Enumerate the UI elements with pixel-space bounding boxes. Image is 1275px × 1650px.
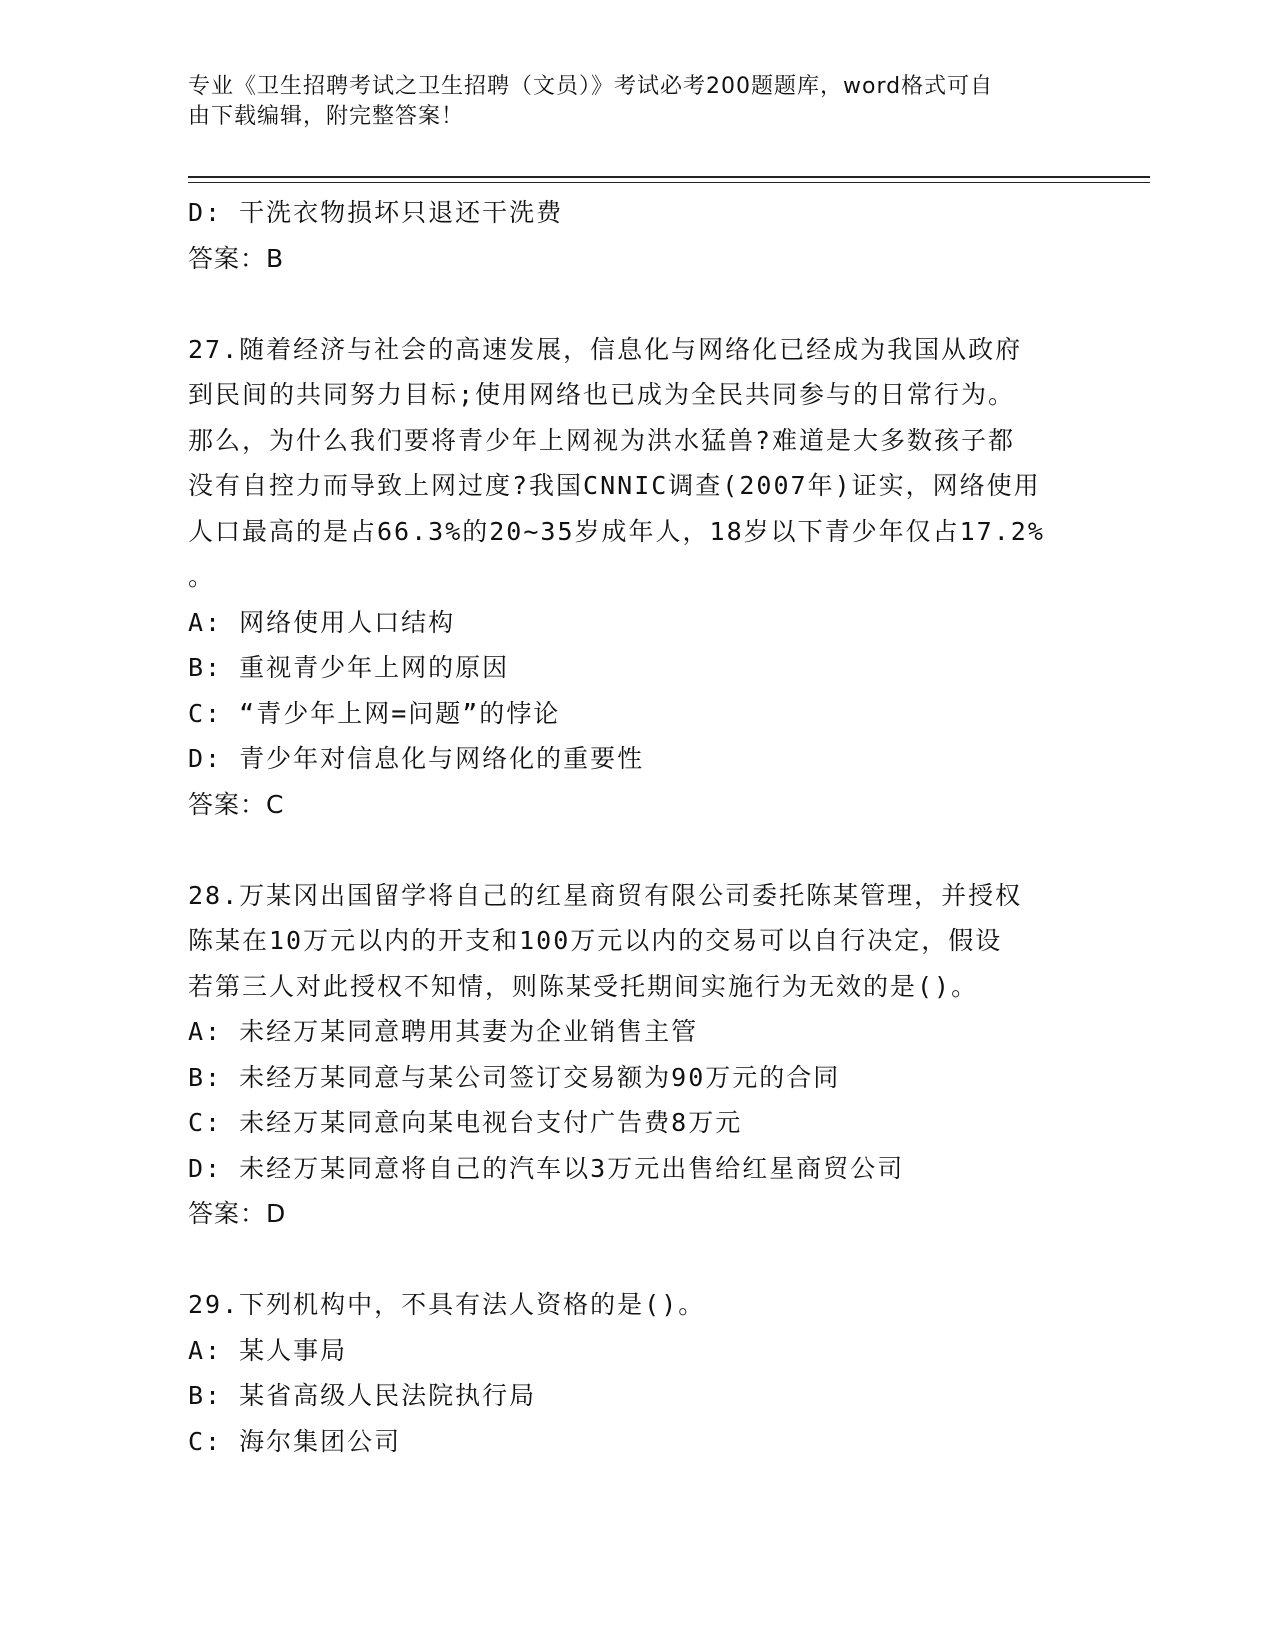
question-27-text-line: 那么，为什么我们要将青少年上网视为洪水猛兽?难道是大多数孩子都	[188, 425, 1016, 455]
document-header	[188, 72, 1088, 132]
question-28-text-line: 陈某在10万元以内的开支和100万元以内的交易可以自行决定，假设	[188, 926, 1003, 955]
question-27-text-line: 人口最高的是占66.3%的20~35岁成年人，18岁以下青少年仅占17.2%	[188, 516, 1045, 546]
prev-option-d: D: 干洗衣物损坏只退还干洗费	[188, 198, 564, 227]
question-29-text-line: 29.下列机构中，不具有法人资格的是()。	[188, 1290, 706, 1319]
question-27-text-line: 27.随着经济与社会的高速发展，信息化与网络化已经成为我国从政府	[188, 334, 1023, 364]
question-27-text-line: 没有自控力而导致上网过度?我国CNNIC调查(2007年)证实，网络使用	[188, 471, 1041, 500]
question-28-option-d: D: 未经万某同意将自己的汽车以3万元出售给红星商贸公司	[188, 1153, 905, 1183]
question-28-option-b: B: 未经万某同意与某公司签订交易额为90万元的合同	[188, 1062, 841, 1092]
question-27-text-line: 。	[188, 562, 216, 591]
question-29-option-a: A: 某人事局	[188, 1335, 348, 1365]
question-28-text-line: 若第三人对此授权不知情，则陈某受托期间实施行为无效的是()。	[188, 971, 979, 1001]
prev-answer: 答案：B	[188, 243, 285, 273]
spacer	[188, 1237, 1088, 1283]
header-divider-thick	[188, 176, 1150, 178]
question-27	[188, 327, 1088, 828]
question-27-option-a: A: 网络使用人口结构	[188, 607, 456, 637]
header-divider-thin	[188, 182, 1150, 183]
header-line-2: 由下载编辑，附完整答案！	[188, 104, 465, 129]
question-29	[188, 1282, 1088, 1464]
question-27-option-c: C: “青少年上网=问题”的悖论	[188, 698, 561, 728]
question-29-option-b: B: 某省高级人民法院执行局	[188, 1381, 537, 1410]
question-27-answer: 答案：C	[188, 789, 285, 819]
question-29-option-c: C: 海尔集团公司	[188, 1426, 402, 1456]
header-line-1: 专业《卫生招聘考试之卫生招聘（文员）》考试必考200题题库，word格式可自	[188, 74, 994, 99]
question-28-answer: 答案：D	[188, 1199, 287, 1228]
question-28	[188, 873, 1088, 1237]
spacer	[188, 281, 1088, 327]
question-28-text-line: 28.万某冈出国留学将自己的红星商贸有限公司委托陈某管理，并授权	[188, 880, 1023, 910]
question-content	[188, 190, 1088, 1464]
question-27-option-d: D: 青少年对信息化与网络化的重要性	[188, 744, 645, 773]
question-28-option-c: C: 未经万某同意向某电视台支付广告费8万元	[188, 1108, 743, 1137]
question-27-option-b: B: 重视青少年上网的原因	[188, 653, 510, 682]
question-28-option-a: A: 未经万某同意聘用其妻为企业销售主管	[188, 1017, 699, 1046]
spacer	[188, 827, 1088, 873]
question-27-text-line: 到民间的共同努力目标;使用网络也已成为全民共同参与的日常行为。	[188, 380, 1016, 409]
